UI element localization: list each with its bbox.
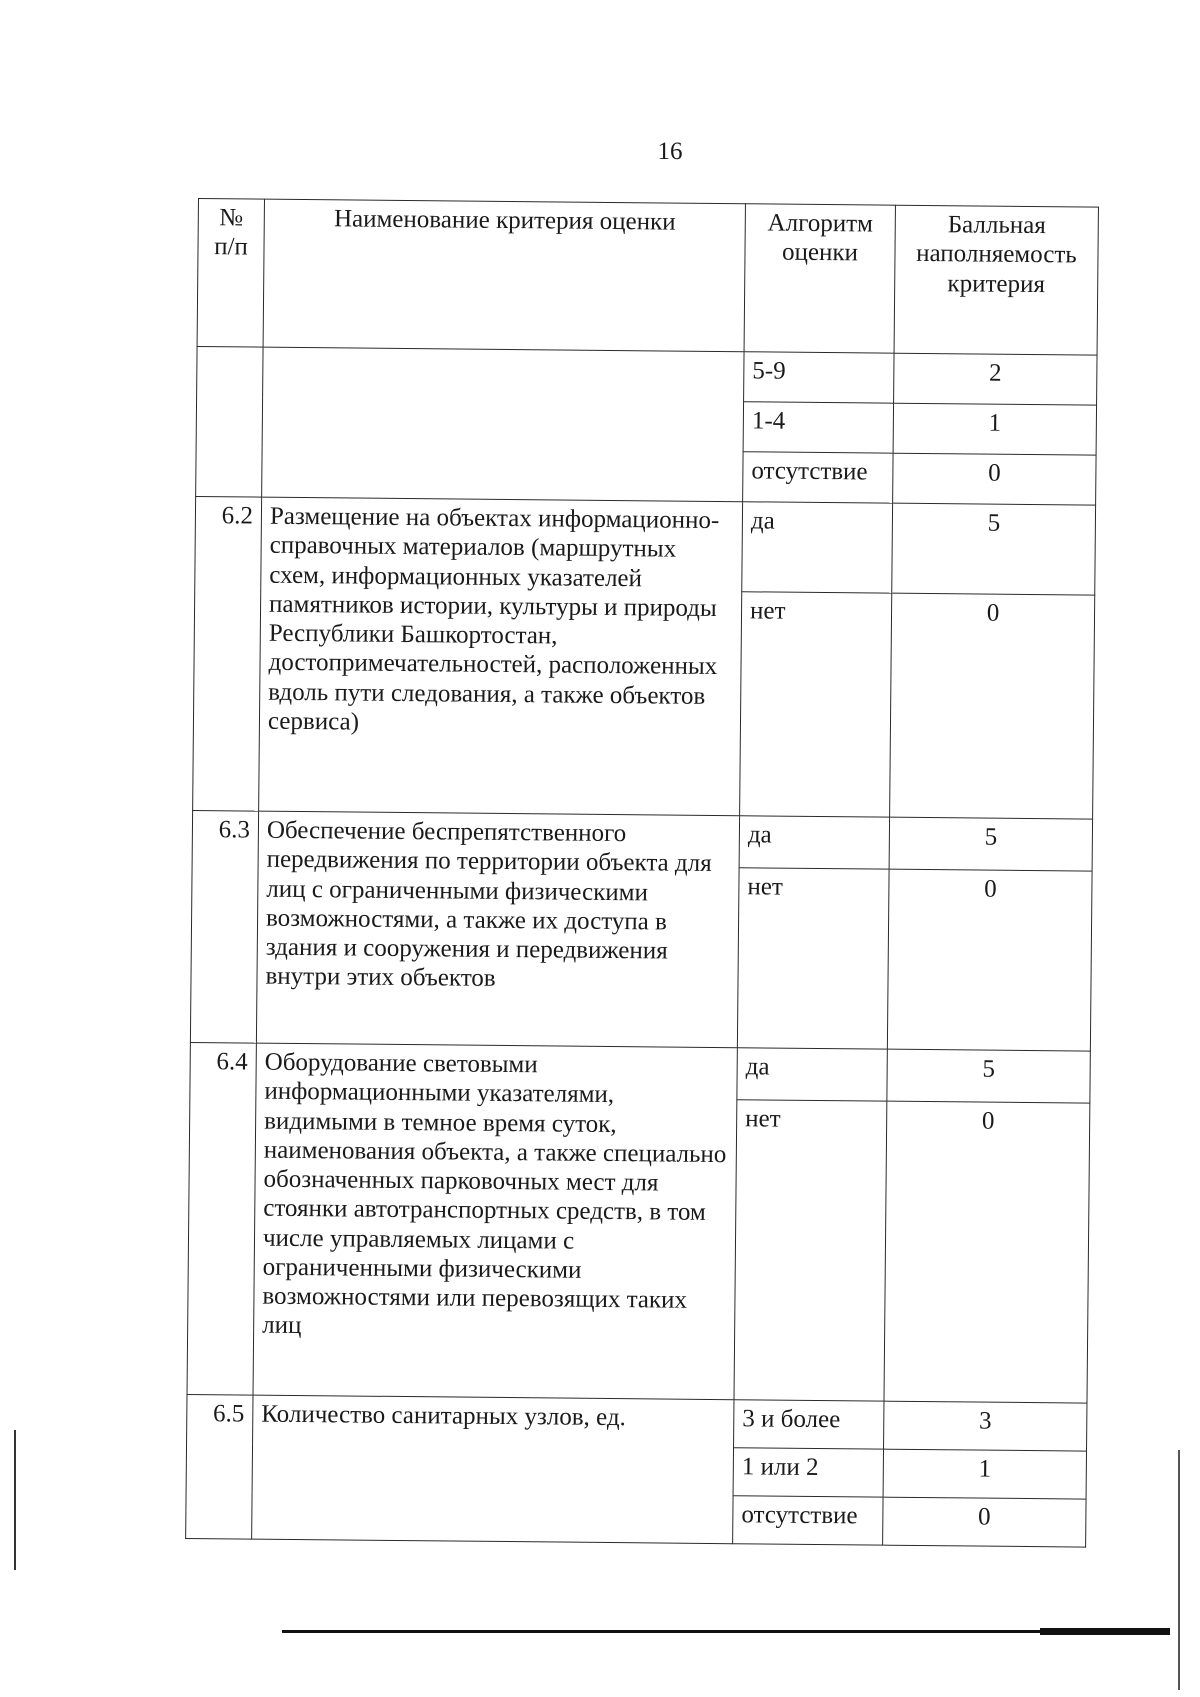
row-criterion: Обеспечение беспрепятственного передвижения по территории объекта для лиц с ограниченными физическими возможностями, а также их доступа в здания и сооружения и передвижения внутри этих объектов [256,811,739,1048]
row-criterion: Количество санитарных узлов, ед. [252,1395,734,1544]
row-criterion: Размещение на объектах информационно-справочных материалов (маршрутных схем, информационных указателей памятников истории, культуры и природы Республики Башкортостан, достопримечательностей, расположенных вдоль пути следования, а также объектов сервиса) [259,497,743,816]
header-score: Балльная наполняемость критерия [894,205,1098,355]
row-algorithm: да [739,816,889,869]
row-number: 6.5 [186,1394,253,1539]
row-criterion: Оборудование световыми информационными указателями, видимыми в темное время суток, наименования объекта, а также специально обозначенных парковочных мест для стоянки автотранспортных средств, в том числе управляемых лицами с ограниченными физическими возможностями или перевозящих таких лиц [253,1043,737,1400]
table-row [192,810,1092,871]
row-score: 1 [893,403,1096,455]
row-score: 5 [892,503,1096,595]
row-algorithm: 1-4 [743,402,893,453]
row-score: 3 [884,1401,1087,1451]
row-number: 6.3 [190,810,258,1043]
row-score: 5 [889,817,1092,871]
header-criterion: Наименование критерия оценки [263,199,745,352]
header-number: № п/п [197,199,264,348]
table-row [190,1042,1090,1103]
row-algorithm: отсутствие [733,1496,883,1545]
row-algorithm: 5-9 [744,352,894,403]
row-algorithm: нет [737,868,889,1049]
table-row [195,496,1096,595]
row-score: 0 [887,869,1092,1051]
row-score: 0 [884,1101,1090,1403]
row-number: 6.2 [193,496,262,811]
scan-mark-left [14,1430,16,1570]
criteria-table [185,198,1099,1548]
row-score: 0 [890,593,1095,819]
table-row [187,1394,1087,1451]
row-score: 2 [894,353,1097,405]
table-row [197,346,1097,405]
row-criterion [262,347,744,502]
page-number: 16 [657,138,683,165]
row-score: 0 [883,1497,1086,1547]
row-algorithm: нет [740,592,892,817]
row-algorithm: отсутствие [743,452,893,503]
row-algorithm: да [742,502,893,593]
row-algorithm: нет [734,1100,887,1401]
row-algorithm: 3 и более [734,1400,884,1449]
bottom-rule-thick [1040,1628,1170,1635]
row-number [196,346,263,497]
row-score: 0 [893,453,1096,505]
row-score: 5 [887,1049,1090,1103]
scan-mark-right [1178,1450,1180,1690]
header-algorithm: Алгоритм оценки [744,204,895,353]
row-number: 6.4 [187,1042,256,1395]
table-header-row [197,199,1098,356]
bottom-rule [282,1630,1170,1633]
row-score: 1 [883,1449,1086,1499]
row-algorithm: 1 или 2 [733,1448,883,1497]
row-algorithm: да [737,1048,887,1101]
